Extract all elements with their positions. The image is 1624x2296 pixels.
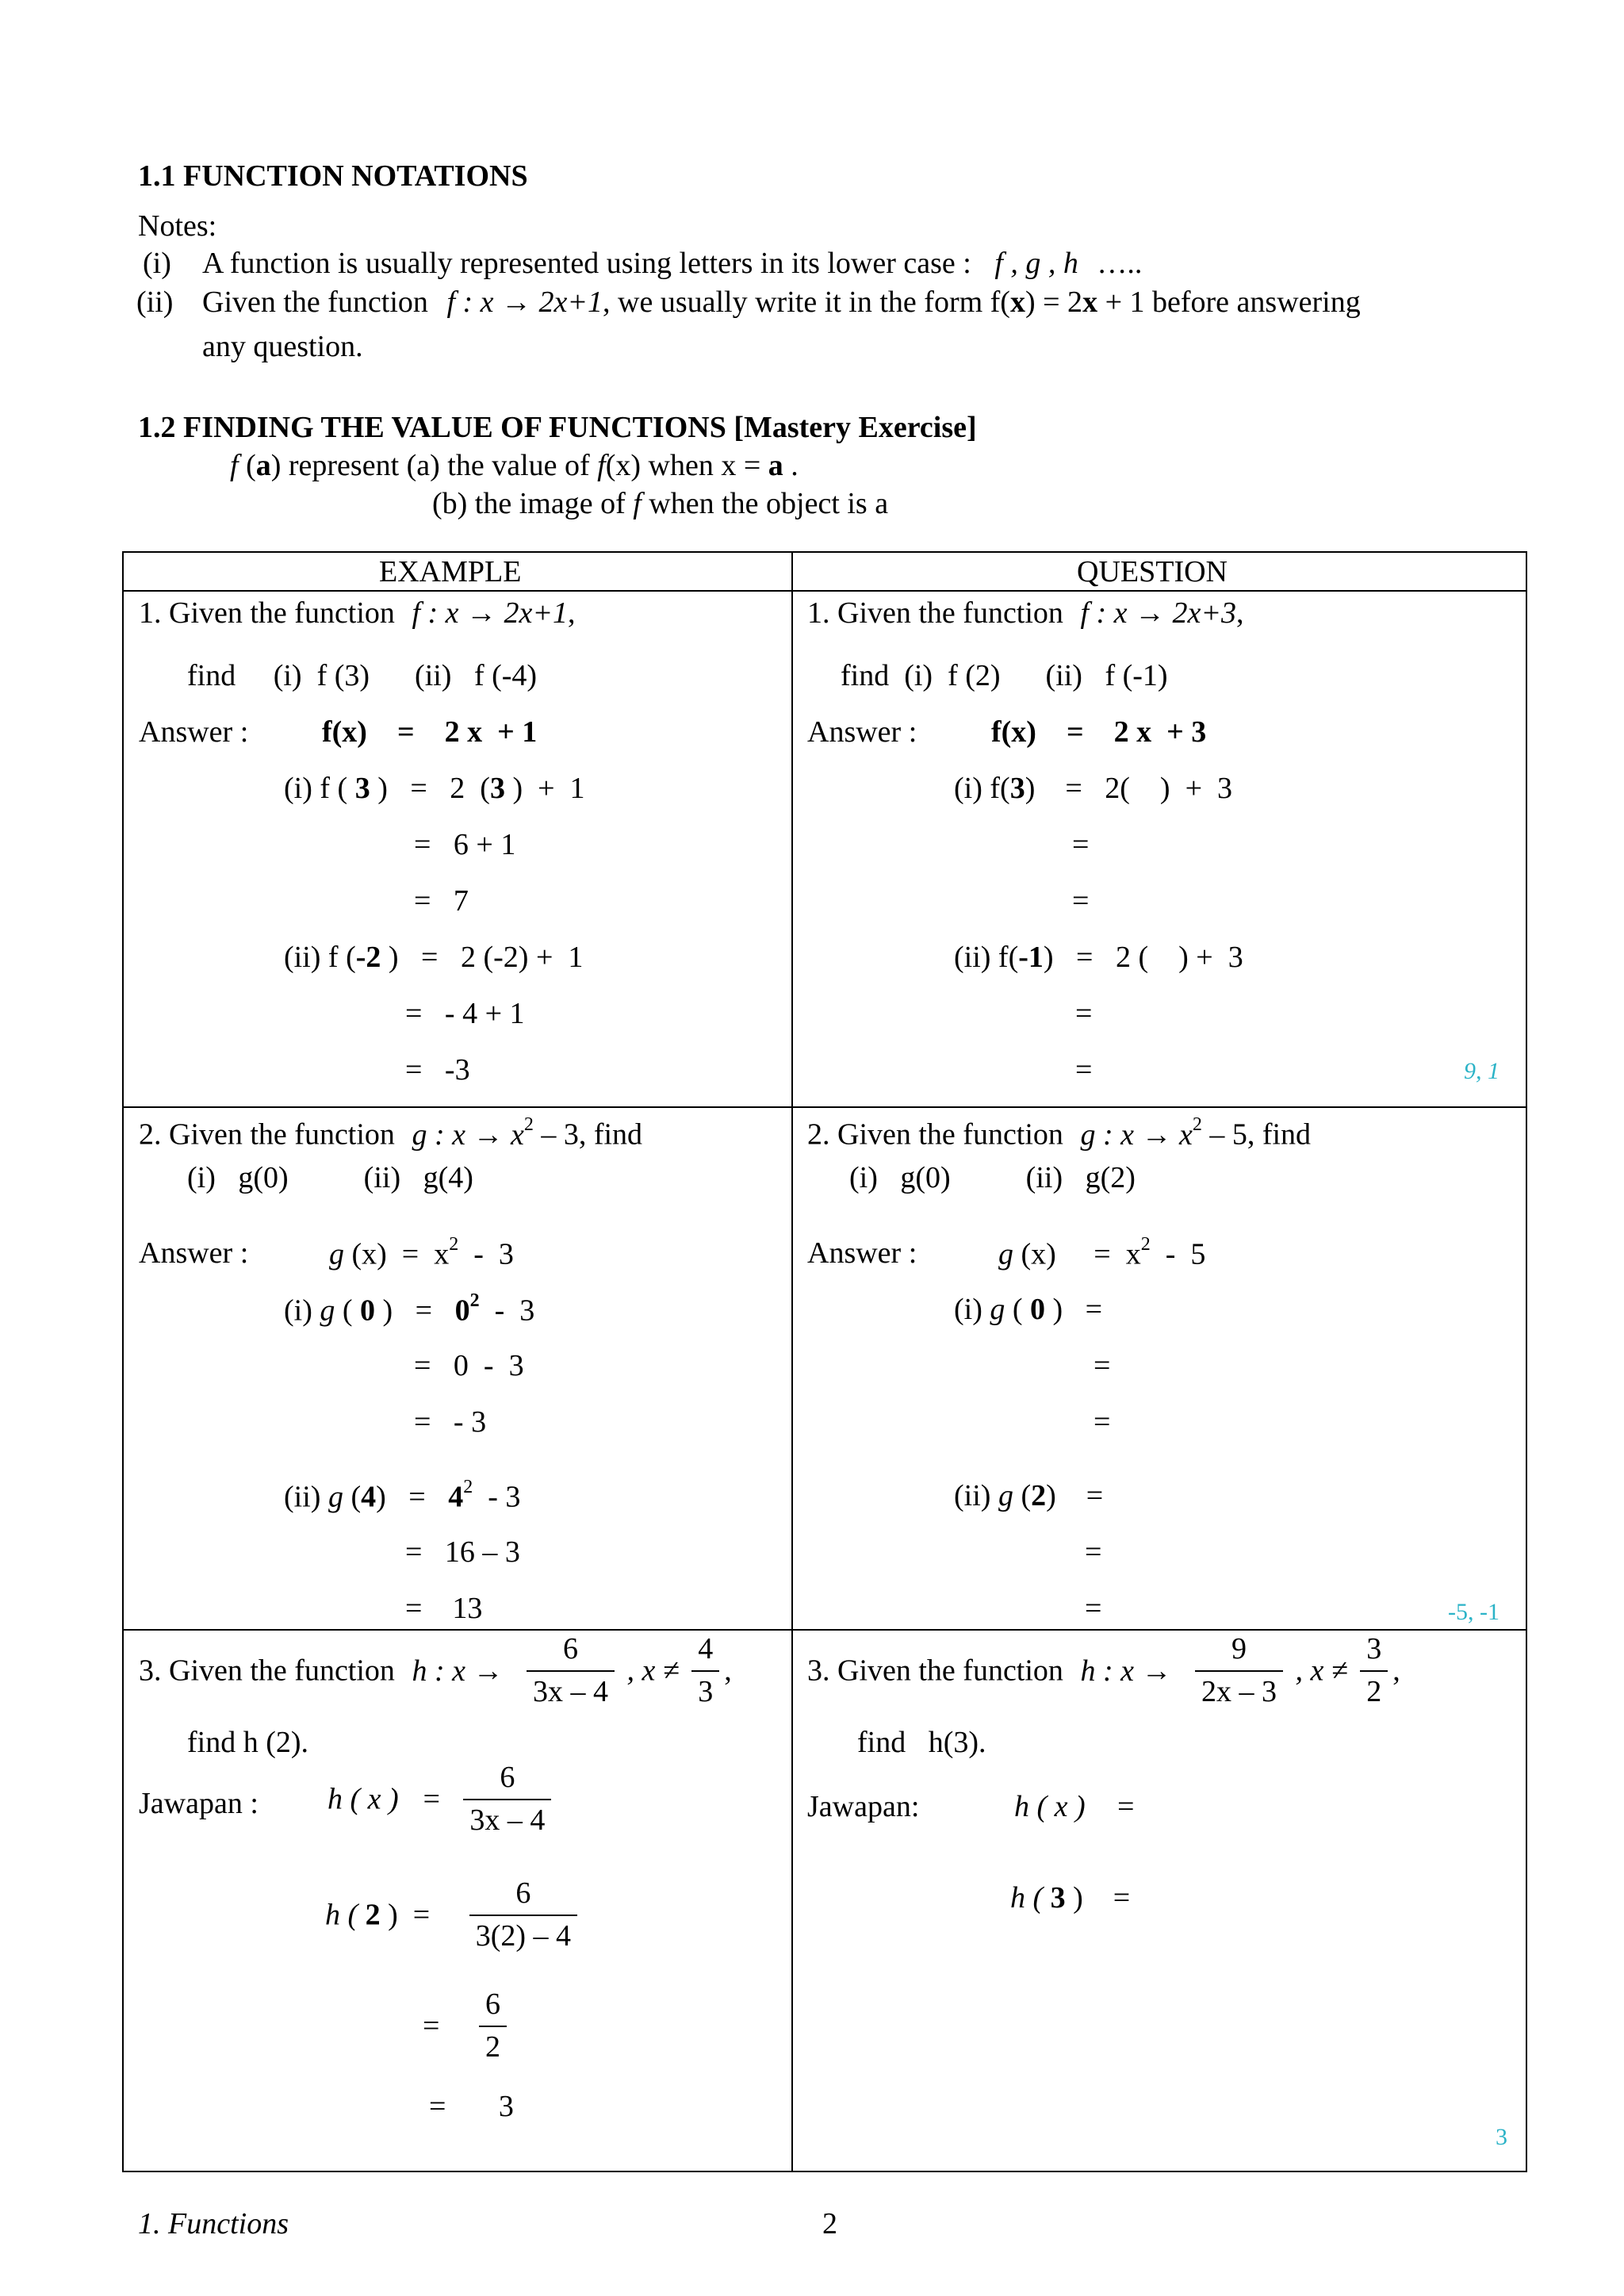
q1-line-5: = [1075,997,1093,1030]
ex2-question-text: 2. Given the function [139,1117,395,1152]
fa-f: f [230,449,239,482]
q2-l4c: 2 [1031,1479,1047,1512]
q3-fraction [1195,1632,1283,1709]
q2-l4d: ) = [1046,1479,1104,1512]
fa-a2: a [768,449,783,482]
fa-rest2: (x) when x = [605,449,768,482]
ex3-find: find h (2). [187,1726,309,1759]
ex1-fx: f(x) = 2 x + 1 [322,715,538,749]
q3-h3 [1010,1883,1130,1913]
q2-l1c: 0 [1030,1293,1046,1326]
q1-line-6: = [1075,1053,1093,1087]
ex2-l1f: - 3 [479,1294,535,1328]
q2-answer-label: Answer : [807,1236,917,1270]
ex3-function: h : x → [412,1654,504,1688]
q1-fx: f(x) = 2 x + 3 [991,715,1207,749]
q3-find: find h(3). [857,1726,986,1759]
ex2-exponent: 2 [523,1114,534,1135]
ex3-hx-denominator: 3x – 4 [469,1803,546,1837]
ex1-l1d: 3 [489,772,505,805]
note-2-number: (ii) [136,286,174,319]
q2-line-6: = [1085,1592,1102,1625]
q2-gx-g: g [998,1237,1013,1271]
ex1-line-4 [284,942,583,972]
ex1-l1a: (i) f ( [284,772,355,805]
ex3-step [423,1987,511,2064]
note-2-text-a: Given the function [202,286,428,319]
ex3-h2-fraction [469,1876,577,1953]
q2-l1b: ( [1005,1293,1031,1326]
q2-line-5: = [1085,1535,1102,1569]
note-2 [202,287,1361,317]
ex2-line-2: = 0 - 3 [414,1349,524,1382]
q3-answer-label: Jawapan: [807,1790,920,1823]
q2-answer-hint: -5, -1 [1448,1599,1500,1625]
note-2-text-d: + 1 before answering [1097,286,1361,319]
ex1-find: find (i) f (3) (ii) f (-4) [187,659,538,692]
table-border-bottom [122,2171,1527,2172]
q2-gx-sup: 2 [1140,1234,1151,1255]
q1-question-text: 1. Given the function [807,596,1063,630]
q3-condition-fraction [1360,1632,1388,1709]
ex2-l1g: g [320,1294,335,1328]
ex1-l1c: ) = 2 ( [370,772,490,805]
fb-definition [432,489,888,519]
ex3-condition-fraction [691,1632,719,1709]
note-1-dots: ….. [1097,247,1143,280]
q1-l4a: (ii) f( [954,941,1019,974]
note-2-text-b: , we usually write it in the form f( [603,286,1010,319]
q3-condition-denominator: 2 [1366,1674,1382,1708]
ex2-line-5: = 16 – 3 [405,1535,520,1569]
q1-line-2: = [1072,828,1090,861]
footer-chapter: 1. Functions [138,2207,289,2240]
ex2-line-3: = - 3 [414,1405,487,1439]
q1-l4c: ) = 2 ( ) + 3 [1043,941,1243,974]
q2-l1d: ) = [1045,1293,1103,1326]
ex1-l1b: 3 [354,772,370,805]
q2-question-text: 2. Given the function [807,1117,1063,1152]
ex2-line-4 [284,1477,521,1514]
ex2-l4e: 4 [448,1480,464,1514]
q2-question [807,1114,1312,1152]
q1-answer-hint: 9, 1 [1464,1058,1500,1084]
ex2-l1sup: 2 [469,1290,480,1311]
fa-a: a [255,449,271,482]
table-border-left [122,551,124,2172]
ex3-h2a: h ( [325,1898,366,1932]
ex2-l1d: ) = [375,1294,455,1328]
note-1 [202,248,1142,278]
table-border-right [1526,551,1527,2172]
q3-question [807,1632,1400,1709]
ex2-gx [329,1234,514,1271]
ex2-line-6: = 13 [405,1592,483,1625]
q2-gx-b: (x) = x [1013,1237,1141,1271]
q1-l1b: 3 [1009,772,1025,805]
q3-h3c: ) = [1065,1881,1131,1915]
ex1-question [139,598,576,628]
ex3-step-denominator: 2 [485,2030,500,2064]
ex2-question [139,1114,643,1152]
ex3-h2 [325,1876,582,1953]
fb-a: (b) the image of [432,487,626,520]
ex1-question-text: 1. Given the function [139,596,395,630]
note-2-continuation: any question. [202,330,363,363]
ex3-h2-numerator: 6 [469,1876,577,1916]
note-2-x2: x [1082,286,1098,319]
ex3-denominator: 3x – 4 [532,1674,608,1708]
ex2-l4f: - 3 [473,1480,521,1514]
q1-line-3: = [1072,884,1090,918]
q2-gx [998,1234,1206,1271]
ex1-comma: , [568,596,576,630]
q2-l1g: g [990,1293,1005,1326]
fb-b: when the object is a [649,487,889,520]
ex1-line-6: = -3 [405,1053,470,1087]
ex2-l4a: (ii) [284,1480,328,1514]
note-2-function: f : x → 2x+1 [446,286,603,319]
ex3-h2-denominator: 3(2) – 4 [475,1918,572,1953]
ex3-hx [327,1761,556,1838]
ex2-tail: – 3, find [541,1117,643,1152]
note-2-x1: x [1009,286,1025,319]
q2-l4b: ( [1013,1479,1032,1512]
table-border-top [122,551,1527,553]
ex1-answer-label: Answer : [139,715,249,749]
ex1-function: f : x → 2x+1 [412,596,569,630]
table-header-divider [122,590,1527,592]
q1-line-1 [954,773,1232,803]
ex2-gx-sup: 2 [449,1234,459,1255]
ex2-l4b: ( [343,1480,362,1514]
ex2-gx-g: g [329,1237,344,1271]
ex3-step-numerator: 6 [479,1987,507,2027]
ex2-l1c: 0 [360,1294,376,1328]
q2-parts: (i) g(0) (ii) g(2) [849,1161,1136,1194]
q3-h3a: h ( [1010,1881,1051,1915]
q1-question [807,598,1244,628]
ex2-function: g : x → x [412,1117,524,1152]
q2-l1a: (i) [954,1293,990,1326]
q3-denominator: 2x – 3 [1201,1674,1277,1708]
fa-dot: . [791,449,799,482]
ex2-l1b: ( [335,1294,361,1328]
q3-condition-comma: , [1392,1654,1400,1688]
q2-line-3: = [1094,1405,1111,1439]
ex1-line-5: = - 4 + 1 [405,997,525,1030]
header-question: QUESTION [1077,555,1228,588]
ex2-l4d: ) = [376,1480,449,1514]
ex1-line-2: = 6 + 1 [414,828,516,861]
ex1-line-3: = 7 [414,884,469,918]
ex3-step-equals: = [423,2009,440,2043]
q1-l1a: (i) f( [954,772,1010,805]
ex3-step-fraction [479,1987,507,2064]
ex1-l4c: ) = 2 (-2) + 1 [381,941,584,974]
ex2-answer-label: Answer : [139,1236,249,1270]
ex2-l1a: (i) [284,1294,320,1328]
ex1-l4b: -2 [355,941,381,974]
q3-hx: h ( x ) = [1014,1790,1136,1823]
q2-l4g: g [998,1479,1013,1512]
note-1-number: (i) [143,247,171,280]
ex2-gx-b: (x) = x [344,1237,450,1271]
q2-line-2: = [1094,1349,1111,1382]
fa-rest: represent (a) the value of [288,449,590,482]
ex2-l4c: 4 [361,1480,377,1514]
table-column-divider [791,551,793,2172]
table-row-divider-1 [122,1106,1527,1108]
ex3-condition-denominator: 3 [698,1674,714,1708]
ex2-l1e: 0 [454,1294,470,1328]
q2-line-1 [954,1294,1102,1324]
note-1-text: A function is usually represented using letters in its lower case : [202,247,971,280]
q3-condition-numerator: 3 [1360,1632,1388,1672]
ex3-condition: , x ≠ [626,1654,680,1688]
q1-find: find (i) f (2) (ii) f (-1) [841,659,1168,692]
ex2-parts: (i) g(0) (ii) g(4) [187,1161,473,1194]
q1-l4b: -1 [1018,941,1044,974]
ex2-gx-c: - 3 [458,1237,514,1271]
ex1-l1e: ) + 1 [504,772,585,805]
q3-question-text: 3. Given the function [807,1654,1063,1688]
q2-function: g : x → x [1080,1117,1193,1152]
ex3-hx-numerator: 6 [463,1761,551,1800]
ex3-final: = 3 [429,2090,514,2123]
q3-function: h : x → [1080,1654,1172,1688]
section-1-2-title: 1.2 FINDING THE VALUE OF FUNCTIONS [Mastery Exercise] [138,411,977,444]
ex2-l4sup: 2 [463,1477,473,1497]
ex3-numerator: 6 [527,1632,615,1672]
ex2-line-1 [284,1290,535,1328]
section-1-1-title: 1.1 FUNCTION NOTATIONS [138,159,528,193]
q3-condition: , x ≠ [1295,1654,1348,1688]
q2-tail: – 5, find [1209,1117,1312,1152]
q2-gx-c: - 5 [1150,1237,1206,1271]
notes-label: Notes: [138,209,217,243]
ex3-condition-comma: , [724,1654,732,1688]
q3-h3b: 3 [1050,1881,1066,1915]
q1-comma: , [1236,596,1244,630]
ex3-question-text: 3. Given the function [139,1654,395,1688]
ex3-fraction [527,1632,615,1709]
header-example: EXAMPLE [379,555,522,588]
ex3-question [139,1632,732,1709]
q3-answer-hint: 3 [1496,2124,1507,2150]
fb-f: f [633,487,642,520]
q3-numerator: 9 [1195,1632,1283,1672]
fa-definition: f (a) represent (a) the value of f(x) when x = a . [230,449,799,482]
ex1-l4a: (ii) f ( [284,941,356,974]
page-number: 2 [822,2207,837,2240]
ex3-h2c: ) = [380,1898,431,1932]
ex1-line-1 [284,773,585,803]
ex3-hx-label: h ( x ) = [327,1782,442,1816]
note-1-letters: f , g , h [994,247,1078,280]
ex3-answer-label: Jawapan : [139,1787,259,1820]
q2-line-4 [954,1481,1103,1511]
fa-f2: f [597,449,606,482]
q2-exponent: 2 [1192,1114,1202,1135]
ex3-hx-fraction [463,1761,551,1838]
note-2-text-c: ) = 2 [1025,286,1083,319]
q1-l1c: ) = 2( ) + 3 [1025,772,1233,805]
ex3-condition-numerator: 4 [691,1632,719,1672]
q1-function: f : x → 2x+3 [1080,596,1237,630]
ex2-l4g: g [327,1480,343,1514]
q1-answer-label: Answer : [807,715,917,749]
q1-line-4 [954,942,1243,972]
ex3-h2b: 2 [365,1898,381,1932]
table-row-divider-2 [122,1629,1527,1631]
q2-l4a: (ii) [954,1479,998,1512]
